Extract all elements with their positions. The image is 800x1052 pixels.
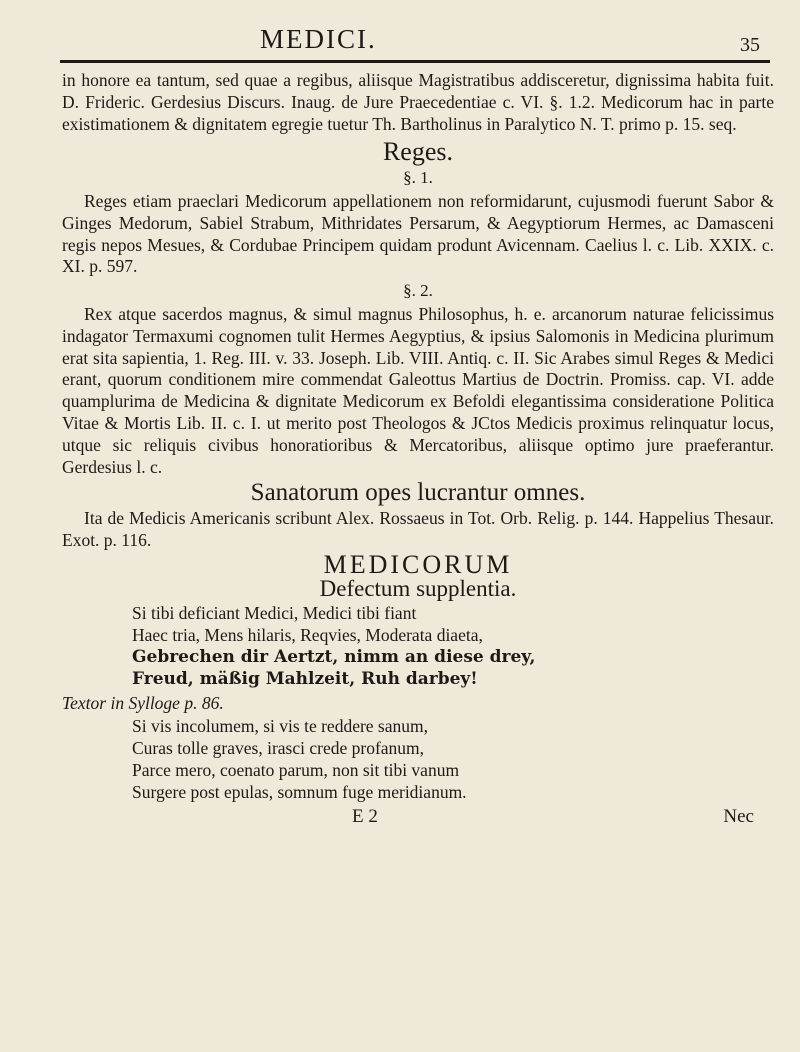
catchword: Nec — [723, 805, 754, 827]
page-body — [62, 70, 774, 830]
verse-line: Surgere post epulas, somnum fuge meridianum. — [132, 781, 467, 802]
page-header — [60, 20, 770, 60]
section-subheading-defectum: Defectum supplentia. — [319, 575, 517, 601]
verse-line: Si vis incolumem, si vis te reddere sanum, — [132, 716, 428, 737]
section-heading-medicorum: MEDICORUM — [323, 549, 513, 579]
paragraph-number-2: §. 2. — [403, 281, 433, 301]
page-footer — [62, 806, 774, 830]
motto-heading: Sanatorum opes lucrantur omnes. — [250, 479, 586, 507]
paragraph-1: Reges etiam praeclari Medicorum appellationem non reformidarunt, cujusmodi fuerunt Sabor & Ginges Medorum, Sabiel Strabum, Mithridates Persarum, & Aegyptiorum Hermes, ac Damasceni regis nepos Mesues, & Cordubae Principem quidam produnt Avicennam. Caelius l. c. Lib. XXIX. c. XI. p. 597. — [62, 190, 774, 277]
signature-mark: E 2 — [352, 805, 378, 827]
section-heading-reges: Reges. — [382, 137, 454, 167]
verse-line: Curas tolle graves, irasci crede profanum, — [132, 738, 425, 759]
paragraph-2: Rex atque sacerdos magnus, & simul magnus Philosophus, h. e. arcanorum naturae felicissimus indagator Termaxumi cognomen tulit Hermes Aegyptius, & ipsius Salomonis in Medicina plurimum erat sita sapientia, 1. Reg. III. v. 33. Joseph. Lib. VIII. Antiq. c. II. Sic Arabes simul Reges & Medici erant, quorum conditionem mire commendat Galeottus Martius de Doctrin. Promiss. cap. VI. adde quamplurima de Medicina & dignitate Medicorum ex Befoldi elegantissima consideratione Politica Vitae & Mortis Lib. II. c. I. ut merito post Theologos & JCtos Medicis proximus relinquatur locus, utque sic reliquis civibus honoratioribus & Mercatoribus, aliisque optimo jure praeferantur. Gerdesius l. c. — [62, 303, 774, 477]
verse-line: Parce mero, coenato parum, non sit tibi vanum — [132, 759, 460, 780]
german-verse-line: Gebrechen dir Aertzt, nimm an diese drey, — [132, 646, 536, 667]
sanatorum-paragraph: Ita de Medicis Americanis scribunt Alex. Rossaeus in Tot. Orb. Relig. p. 144. Happelius Thesaur. Exot. p. 116. — [62, 508, 774, 550]
paragraph-number-1: §. 1. — [403, 168, 433, 188]
intro-paragraph: in honore ea tantum, sed quae a regibus, aliisque Magistratibus addisceretur, dignissima habita fuit. D. Frideric. Gerdesius Discurs. Inaug. de Jure Praecedentiae c. VI. §. 1.2. Medicorum hac in parte existimationem & dignitatem egregie tuetur Th. Bartholinus in Paralytico N. T. primo p. 15. seq. — [62, 70, 774, 134]
page-number: 35 — [740, 34, 760, 56]
source-citation: Textor in Sylloge p. 86. — [62, 692, 224, 713]
running-title: MEDICI. — [260, 24, 377, 54]
header-rule — [60, 60, 770, 63]
german-verse-line: Freud, mäßig Mahlzeit, Ruh darbey! — [132, 668, 478, 689]
verse-line: Haec tria, Mens hilaris, Reqvies, Moderata diaeta, — [132, 625, 483, 646]
verse-line: Si tibi deficiant Medici, Medici tibi fiant — [132, 603, 417, 624]
